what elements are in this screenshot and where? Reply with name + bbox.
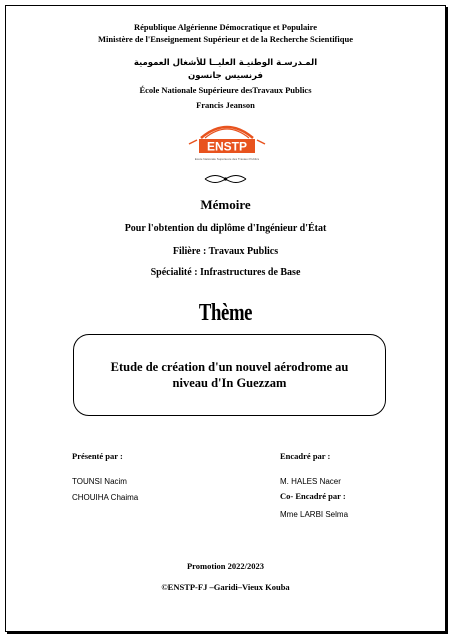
francis-jeanson: Francis Jeanson	[196, 100, 255, 110]
memoire-title: Mémoire	[200, 197, 251, 212]
filiere-line: Filière : Travaux Publics	[172, 246, 279, 257]
theme-box	[73, 334, 386, 416]
arabic-francis-name: فرنسيس جانسون	[188, 71, 263, 81]
ministry-header: Ministère de l'Enseignement Supérieur et de la Recherche Scientifique	[98, 34, 353, 44]
student-name: TOUNSI Nacim	[72, 477, 127, 486]
supervisor-name: M. HALES Nacer	[280, 477, 341, 486]
student-name: CHOUIHA Chaima	[72, 493, 139, 502]
supervisor-label: Encadré par :	[280, 451, 331, 461]
logo-text: ENSTP	[206, 139, 248, 154]
ornament-divider-icon	[203, 172, 248, 186]
specialite-line: Spécialité : Infrastructures de Base	[150, 267, 301, 278]
theme-heading: Thème	[198, 300, 253, 326]
school-name: École Nationale Supérieure desTravaux Publics	[139, 85, 312, 95]
copyright-line: ©ENSTP-FJ –Garidi–Vieux Kouba	[161, 582, 290, 592]
logo-tagline: Ecole Nationale Supérieure des Travaux Publics	[194, 157, 260, 161]
republic-header: République Algérienne Démocratique et Populaire	[133, 22, 318, 32]
promotion-line: Promotion 2022/2023	[186, 561, 265, 571]
obtention-line: Pour l'obtention du diplôme d'Ingénieur d'État	[124, 223, 327, 234]
presented-label: Présenté par :	[72, 451, 123, 461]
enstp-logo	[181, 118, 273, 166]
theme-text: Etude de création d'un nouvel aérodrome au niveau d'In Guezzam	[110, 360, 349, 390]
co-supervisor-label: Co- Encadré par :	[280, 491, 346, 501]
arabic-school-name: المـدرسـة الوطنيـة العليــا للأشغال العمومية	[133, 58, 318, 68]
co-supervisor-name: Mme LARBI Selma	[280, 510, 349, 519]
